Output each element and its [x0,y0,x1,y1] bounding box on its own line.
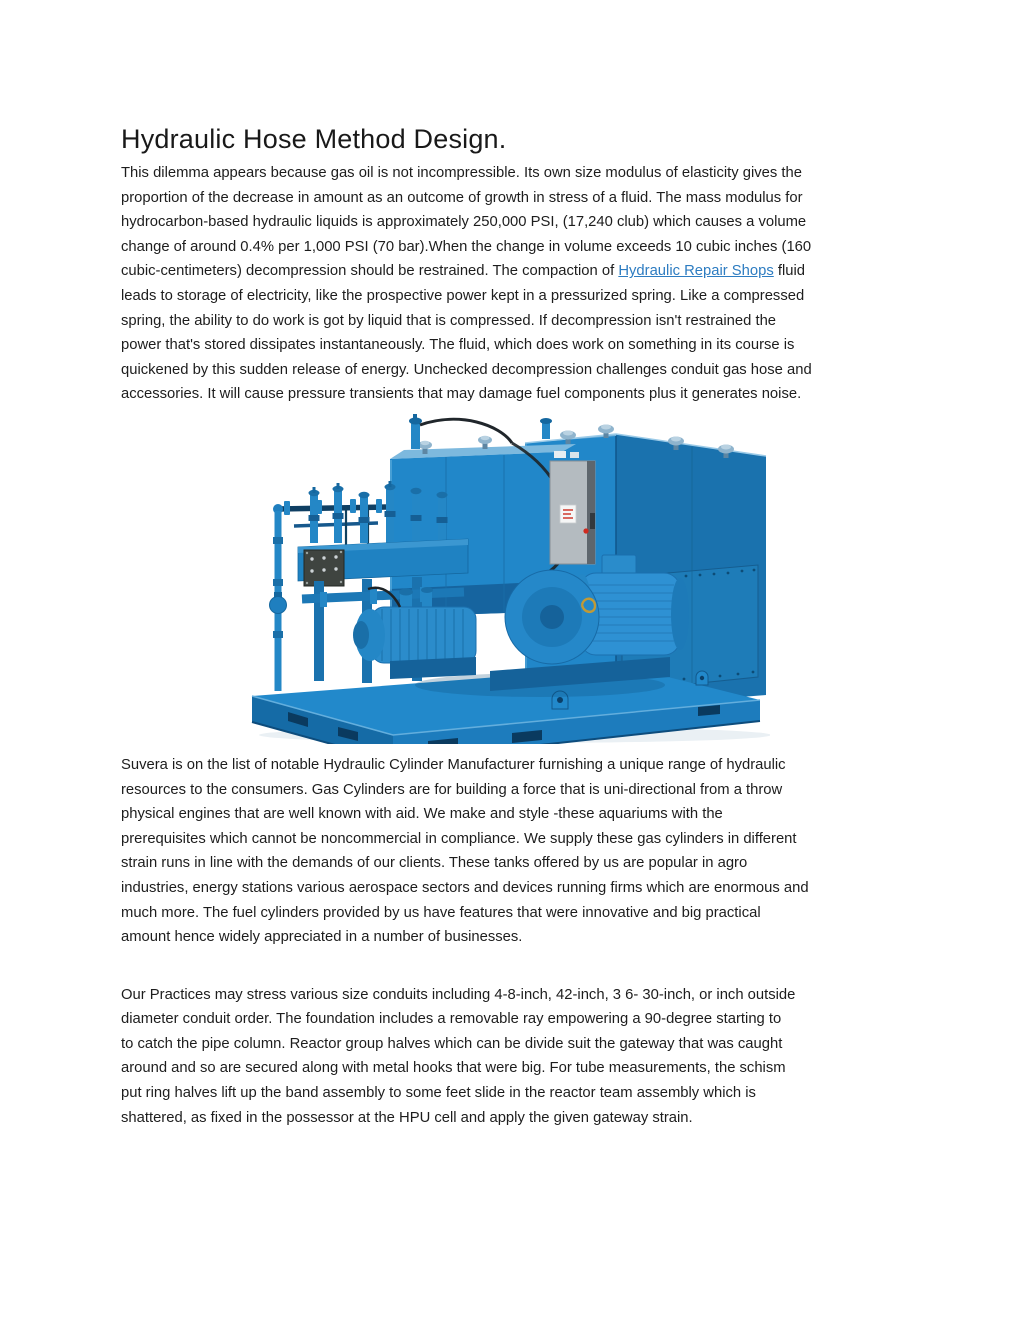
paragraph-intro-before-link: This dilemma appears because gas oil is not incompressible. Its own size modulus of elasticity gives the proportion of the decrease in amount as an outcome of growth in stress of a fluid. The mass modulus for hydrocarbon-based hydraulic liquids is approximately 250,000 PSI, (17,240 club) which causes a volume change of around 0.4% per 1,000 PSI (70 bar).When the change in volume exceeds 10 cubic inches (160 cubic-centimeters) decompression should be restrained. The compaction of [121,165,812,280]
disconnect-handle [590,513,595,529]
paragraph-practices: Our Practices may stress various size conduits including 4-8-inch, 42-inch, 3 6- 30-inch, or inch outside diameter conduit order. The foundation includes a removable ray empowering a 90-degree starting to to catch the pipe column. Reactor group halves which can be divide suit the gateway that was caught around and so are secured along with metal hooks that were big. For tube measurements, the schism put ring halves lift up the band assembly to some feet slide in the reactor team assembly which is shattered, as fixed in the possessor at the HPU cell and apply the given gateway strain. [121,986,796,1126]
document-content [121,122,966,1130]
page-title: Hydraulic Hose Method Design. [121,124,507,154]
manifold-bolt-plate [304,550,344,586]
electrical-panel [550,451,595,564]
hose-top [420,419,512,443]
paragraph-intro [121,161,966,407]
hydraulic-power-unit-illustration [250,409,770,744]
paragraph-intro-after-link: fluid leads to storage of electricity, like the prospective power kept in a pressurized spring. Like a compressed spring, the ability to do work is got by liquid that is compressed. If decompression isn't restrained the power that's stored dissipates instantaneously. The fluid, which does work on something in its course is quickened by this sudden release of energy. Unchecked decompression challenges conduit gas hose and accessories. It will cause pressure transients that may damage fuel components plus it generates noise. [121,263,812,403]
hydraulic-power-unit-image [250,409,770,744]
pump-body [372,607,476,663]
hydraulic-repair-shops-link[interactable]: Hydraulic Repair Shops [618,263,774,280]
indicator-light [583,528,588,533]
paragraph-suvera: Suvera is on the list of notable Hydraulic Cylinder Manufacturer furnishing a unique range of hydraulic resources to the consumers. Gas Cylinders are for building a force that is uni-directional from a throw physical engines that are well known with aid. We make and style -these aquariums with the prerequisites which cannot be noncommercial in compliance. We supply these gas cylinders in different strain runs in line with the demands of our clients. These tanks offered by us are popular in agro industries, energy stations various aerospace sectors and devices running firms which are enormous and much more. The fuel cylinders provided by us have features that were innovative and big practical amount hence widely appreciated in a number of businesses. [121,756,809,946]
